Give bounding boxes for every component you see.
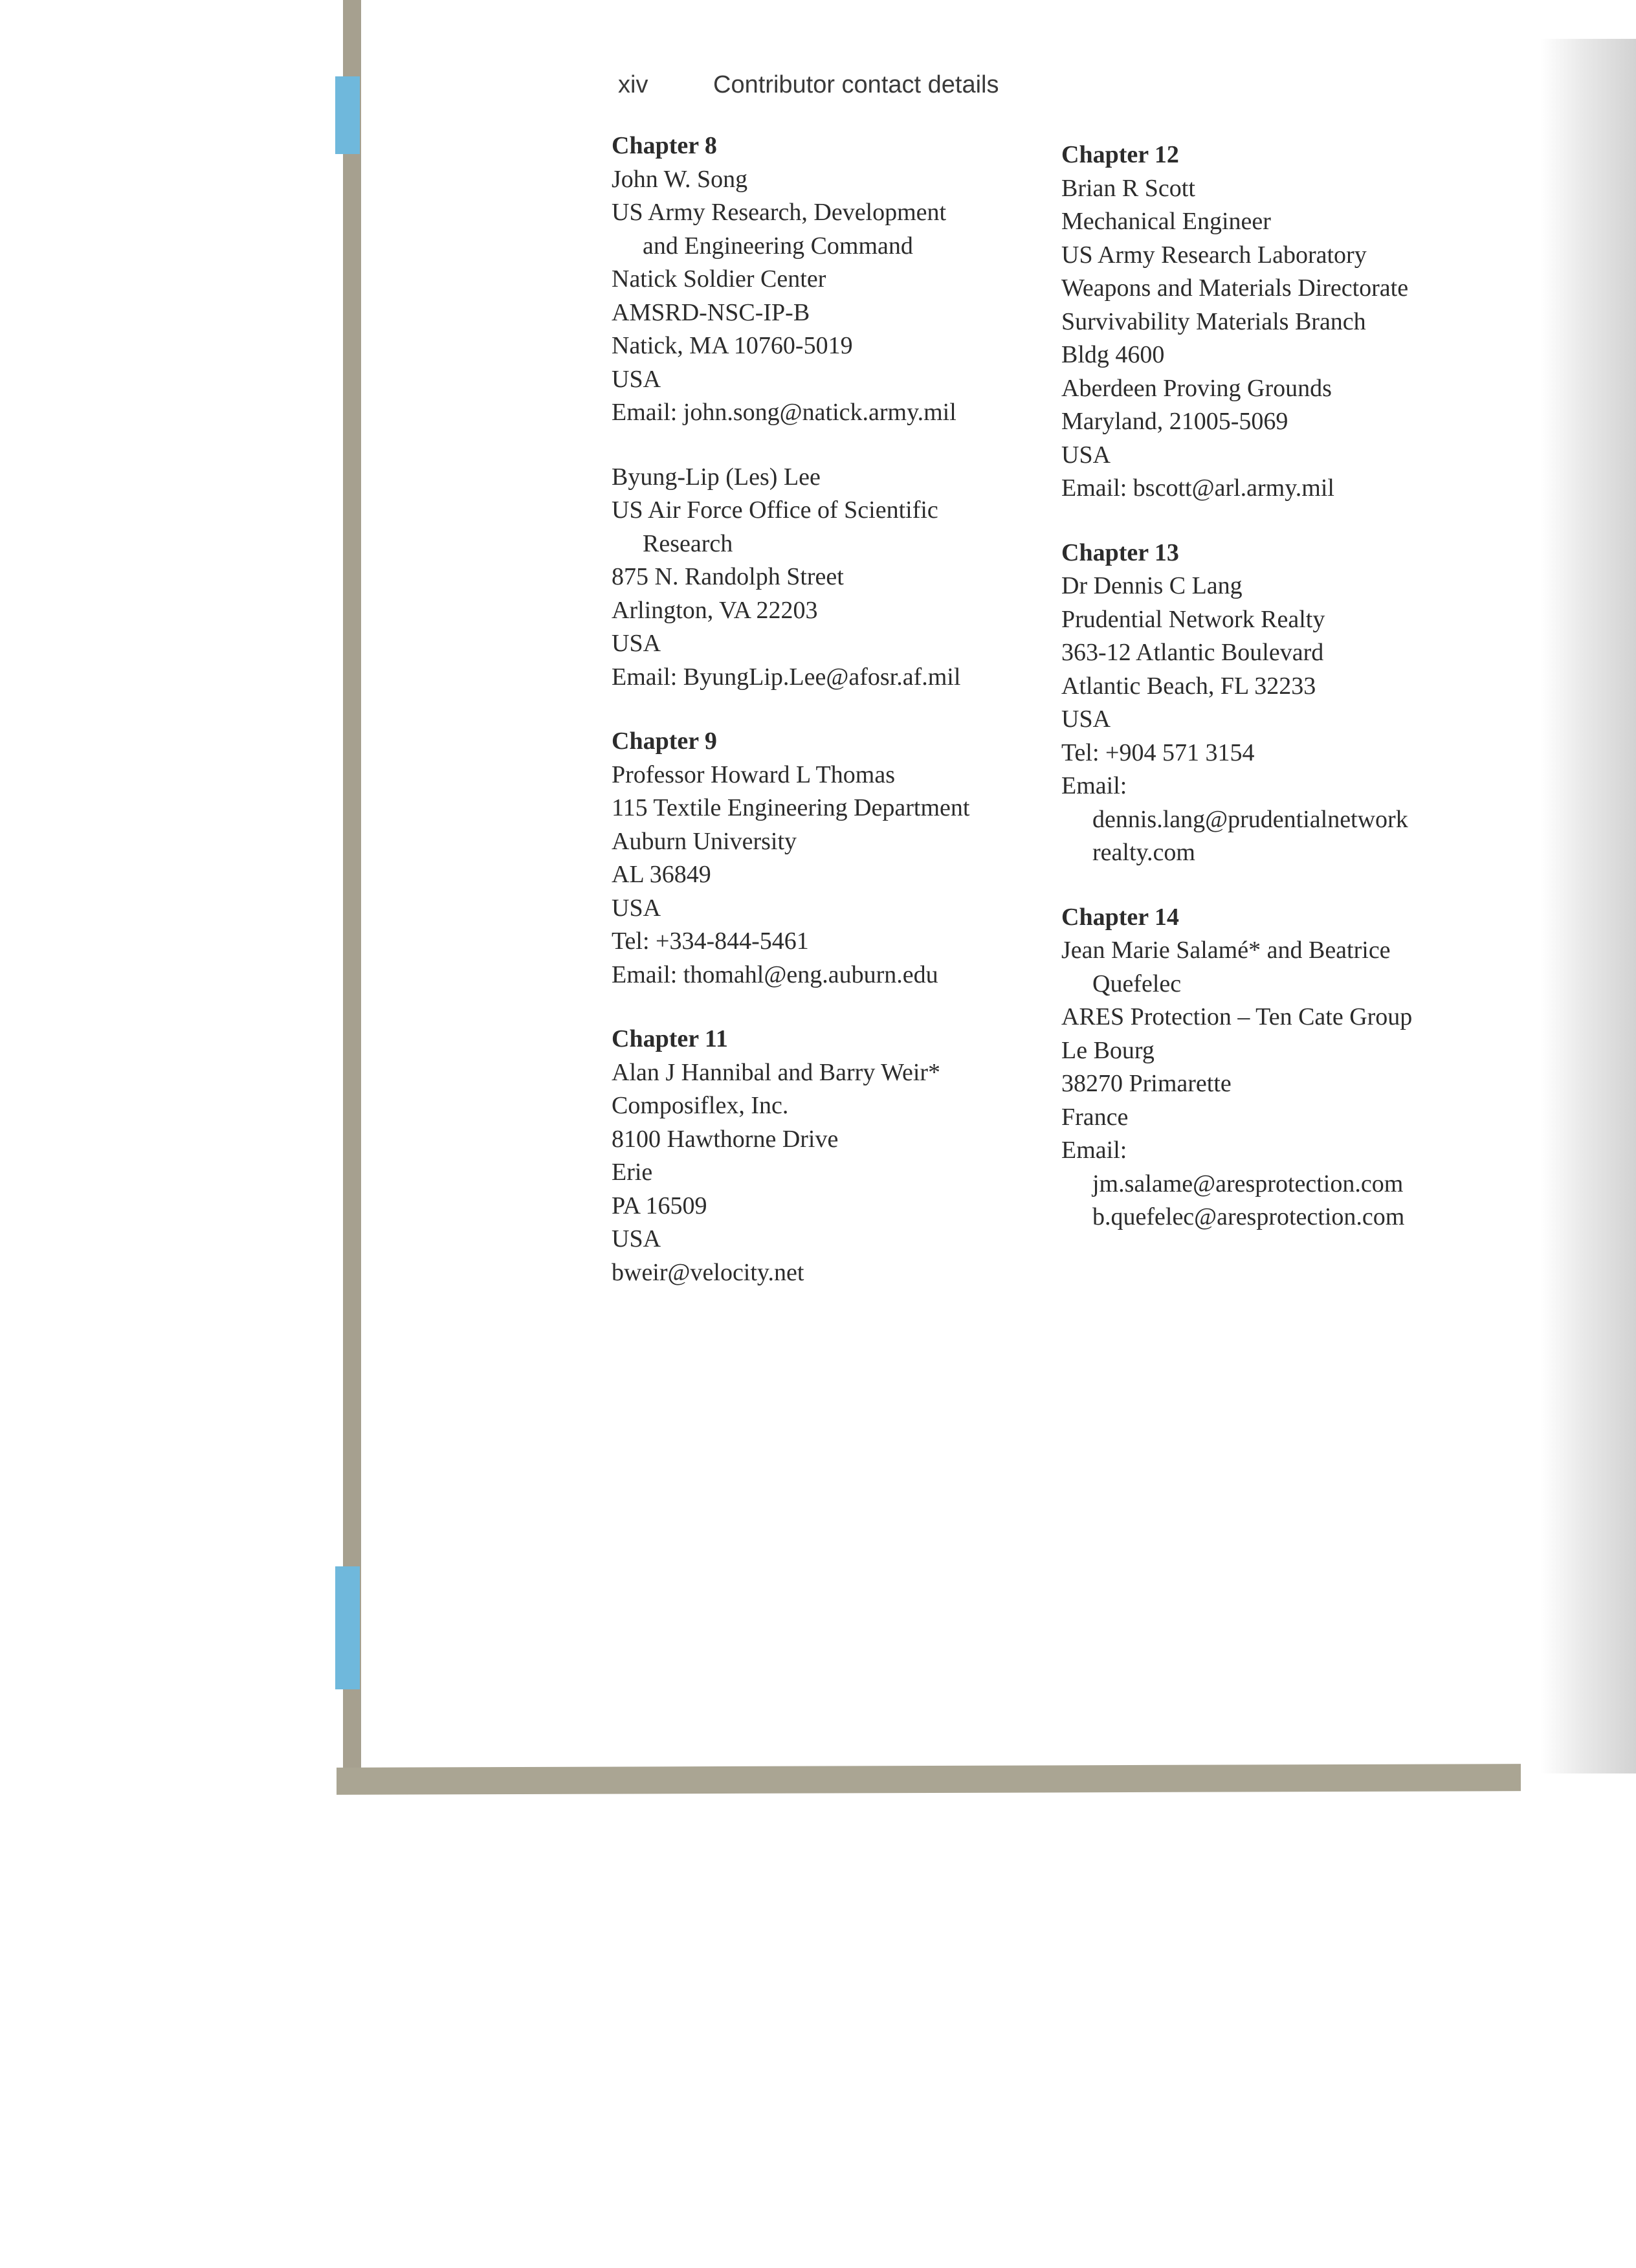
- cover-tab-bottom: [335, 1566, 360, 1689]
- contact-line: Composiflex, Inc.: [612, 1092, 789, 1119]
- contacts-left-column: [612, 129, 1052, 1320]
- contact-line: Email: thomahl@eng.auburn.edu: [612, 961, 938, 988]
- book-cover-edge: [343, 0, 361, 1793]
- contact-line: Dr Dennis C Lang: [1061, 572, 1243, 599]
- contact-line: US Army Research, Development: [612, 199, 947, 226]
- book-bottom-edge: [337, 1764, 1521, 1795]
- contact-line: Auburn University: [612, 827, 797, 855]
- contact-line: US Air Force Office of Scientific: [612, 496, 938, 524]
- contact-line: Le Bourg: [1061, 1036, 1155, 1064]
- chapter-heading: Chapter 14: [1061, 903, 1179, 931]
- contact-line: Natick Soldier Center: [612, 265, 826, 293]
- chapter-heading: Chapter 9: [612, 728, 717, 755]
- contact-line: 875 N. Randolph Street: [612, 563, 844, 590]
- chapter-heading: Chapter 12: [1061, 141, 1179, 168]
- contact-line: Email:: [1061, 772, 1127, 799]
- contact-line: USA: [612, 630, 661, 657]
- contact-entry: [612, 129, 1052, 430]
- page-shadow: [1540, 39, 1636, 1773]
- chapter-heading: Chapter 13: [1061, 539, 1179, 566]
- contact-line: Byung-Lip (Les) Lee: [612, 463, 821, 491]
- contact-line: Prudential Network Realty: [1061, 605, 1325, 633]
- contact-line: Aberdeen Proving Grounds: [1061, 374, 1332, 402]
- contact-entry: [1061, 139, 1514, 506]
- contact-line: Email: bscott@arl.army.mil: [1061, 474, 1334, 502]
- contact-line: USA: [612, 1225, 661, 1252]
- contact-line: USA: [612, 365, 661, 393]
- running-header: [618, 71, 1071, 110]
- contact-line: Tel: +904 571 3154: [1061, 739, 1255, 766]
- contact-entry: [612, 1023, 1052, 1289]
- contact-line: Atlantic Beach, FL 32233: [1061, 672, 1316, 700]
- contact-line: Quefelec: [1092, 970, 1182, 997]
- contact-line: 8100 Hawthorne Drive: [612, 1125, 839, 1153]
- contact-line: Mechanical Engineer: [1061, 208, 1271, 235]
- contact-line: Jean Marie Salamé* and Beatrice: [1061, 937, 1391, 964]
- cover-tab-top: [335, 76, 360, 154]
- contact-line: Bldg 4600: [1061, 341, 1165, 368]
- contact-line: ARES Protection – Ten Cate Group: [1061, 1003, 1413, 1030]
- chapter-heading: Chapter 11: [612, 1025, 728, 1052]
- contact-line: PA 16509: [612, 1192, 707, 1219]
- contacts-right-column: [1061, 139, 1514, 1265]
- header-title: Contributor contact details: [713, 71, 999, 98]
- contact-line: bweir@velocity.net: [612, 1258, 804, 1286]
- contact-line: John W. Song: [612, 165, 748, 193]
- chapter-heading: Chapter 8: [612, 132, 717, 159]
- contact-line: Arlington, VA 22203: [612, 596, 818, 624]
- contact-line: USA: [1061, 441, 1111, 469]
- contact-entry: [612, 461, 1052, 695]
- contact-line: Weapons and Materials Directorate: [1061, 274, 1409, 302]
- contact-line: Email:: [1061, 1137, 1127, 1164]
- contact-line: Brian R Scott: [1061, 174, 1195, 202]
- contact-line: Tel: +334-844-5461: [612, 928, 809, 955]
- contact-line: realty.com: [1092, 839, 1195, 866]
- contact-line: Research: [643, 529, 733, 557]
- contact-line: AL 36849: [612, 861, 711, 888]
- page-number: xiv: [618, 71, 648, 98]
- contact-line: dennis.lang@prudentialnetwork: [1092, 805, 1408, 833]
- contact-line: Erie: [612, 1159, 653, 1186]
- contact-line: Natick, MA 10760-5019: [612, 332, 853, 359]
- contact-line: 363-12 Atlantic Boulevard: [1061, 639, 1324, 666]
- contact-line: Professor Howard L Thomas: [612, 761, 895, 788]
- contact-entry: [1061, 537, 1514, 870]
- contact-line: France: [1061, 1103, 1129, 1131]
- contact-line: 115 Textile Engineering Department: [612, 794, 970, 821]
- contact-line: USA: [612, 894, 661, 922]
- contact-line: AMSRD-NSC-IP-B: [612, 298, 810, 326]
- contact-line: Alan J Hannibal and Barry Weir*: [612, 1058, 941, 1086]
- contact-line: 38270 Primarette: [1061, 1070, 1232, 1097]
- contact-line: Email: ByungLip.Lee@afosr.af.mil: [612, 663, 961, 691]
- contact-line: Email: john.song@natick.army.mil: [612, 399, 956, 426]
- contact-line: jm.salame@aresprotection.com: [1092, 1170, 1404, 1197]
- contact-line: and Engineering Command: [643, 232, 913, 260]
- contact-line: US Army Research Laboratory: [1061, 241, 1367, 269]
- contact-line: USA: [1061, 706, 1111, 733]
- contact-line: b.quefelec@aresprotection.com: [1092, 1203, 1405, 1230]
- contact-line: Maryland, 21005-5069: [1061, 408, 1288, 435]
- contact-entry: [1061, 901, 1514, 1234]
- contact-line: Survivability Materials Branch: [1061, 307, 1366, 335]
- contact-entry: [612, 725, 1052, 992]
